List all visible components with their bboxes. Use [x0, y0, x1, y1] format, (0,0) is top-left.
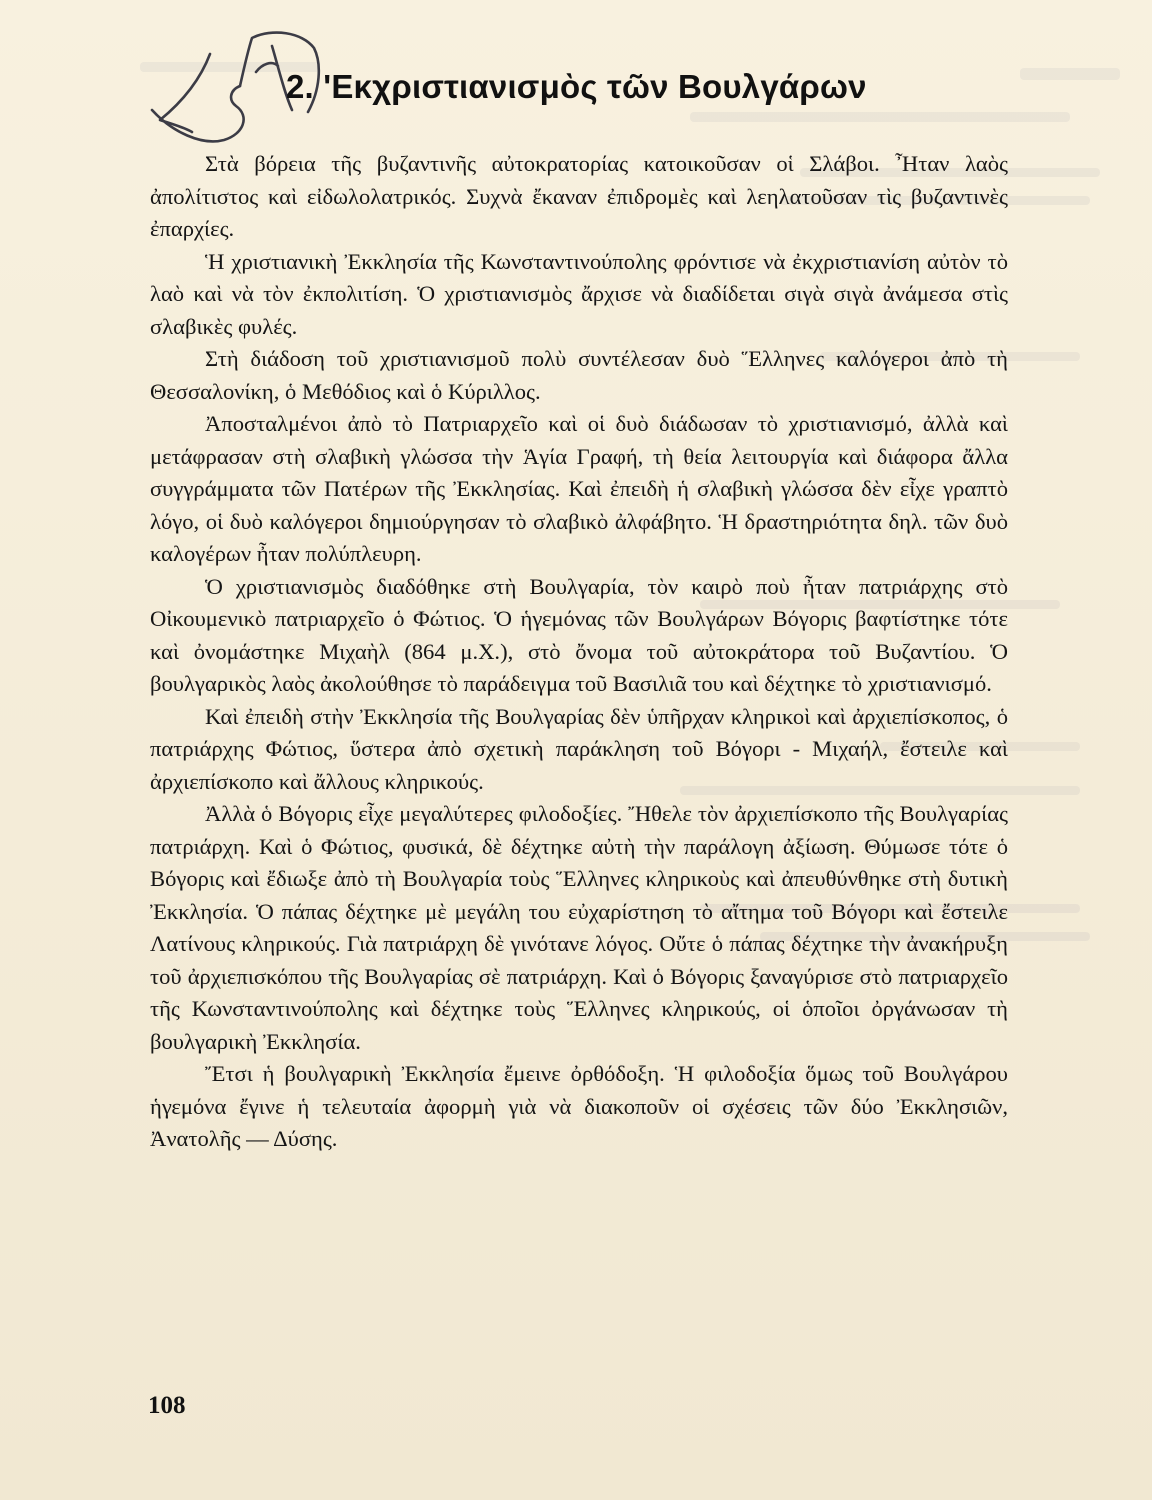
- paragraph: Ἀλλὰ ὁ Βόγορις εἶχε μεγαλύτερες φιλοδοξίες. Ἤθελε τὸν ἀρχιεπίσκοπο τῆς Βουλγαρίας πατριάρχη. Καὶ ὁ Φώτιος, φυσικά, δὲ δέχτηκε αὐτὴ τὴν παράλογη ἀξίωση. Θύμωσε τότε ὁ Βόγορις καὶ ἔδιωξε ἀπὸ τὴ Βουλγαρία τοὺς Ἕλληνες κληρικοὺς καὶ ἀπευθύνθηκε στὴ δυτικὴ Ἐκκλησία. Ὁ πάπας δέχτηκε μὲ μεγάλη του εὐχαρίστηση τὸ αἴτημα τοῦ Βόγορι καὶ ἔστειλε Λατίνους κληρικούς. Γιὰ πατριάρχη δὲ γινότανε λόγος. Οὔτε ὁ πάπας δέχτηκε τὴν ἀνακήρυξη τοῦ ἀρχιεπισκόπου τῆς Βουλγαρίας σὲ πατριάρχη. Καὶ ὁ Βόγορις ξαναγύρισε στὸ πατριαρχεῖο τῆς Κωνσταντινούπολης καὶ δέχτηκε τοὺς Ἕλληνες κληρικούς, οἱ ὁποῖοι ὀργάνωσαν τὴ βουλγαρικὴ Ἐκκλησία.: [150, 801, 1008, 1054]
- paragraph: Ἔτσι ἡ βουλγαρικὴ Ἐκκλησία ἔμεινε ὀρθόδοξη. Ἡ φιλοδοξία ὅμως τοῦ Βουλγάρου ἡγεμόνα ἔγινε ἡ τελευταία ἀφορμὴ γιὰ νὰ διακοποῦν οἱ σχέσεις τῶν δύο Ἐκκλησιῶν, Ἀνατολῆς — Δύσης.: [150, 1061, 1008, 1151]
- page-number: 108: [148, 1392, 186, 1419]
- paragraph: Ὁ χριστιανισμὸς διαδόθηκε στὴ Βουλγαρία, τὸν καιρὸ ποὺ ἦταν πατριάρχης στὸ Οἰκουμενικὸ πατριαρχεῖο ὁ Φώτιος. Ὁ ἡγεμόνας τῶν Βουλγάρων Βόγορις βαφτίστηκε τότε καὶ ὀνομάστηκε Μιχαὴλ (864 μ.Χ.), στὸ ὄνομα τοῦ αὐτοκράτορα τοῦ Βυζαντίου. Ὁ βουλγαρικὸς λαὸς ἀκολούθησε τὸ παράδειγμα τοῦ Βασιλιᾶ του καὶ δέχτηκε τὸ χριστιανισμό.: [150, 573, 1008, 696]
- body-text: [150, 148, 1008, 1156]
- paragraph: Ἡ χριστιανικὴ Ἐκκλησία τῆς Κωνσταντινούπολης φρόντισε νὰ ἐκχριστιανίση αὐτὸν τὸ λαὸ καὶ νὰ τὸν ἐκπολιτίση. Ὁ χριστιανισμὸς ἄρχισε νὰ διαδίδεται σιγὰ σιγὰ ἀνάμεσα στὶς σλαβικὲς φυλές.: [150, 248, 1008, 339]
- paragraph: Ἀποσταλμένοι ἀπὸ τὸ Πατριαρχεῖο καὶ οἱ δυὸ διάδωσαν τὸ χριστιανισμό, ἀλλὰ καὶ μετάφρασαν στὴ σλαβικὴ γλώσσα τὴν Ἁγία Γραφή, τὴ θεία λειτουργία καὶ διάφορα ἄλλα συγγράμματα τῶν Πατέρων τῆς Ἐκκλησίας. Καὶ ἐπειδὴ ἡ σλαβικὴ γλώσσα δὲν εἶχε γραπτὸ λόγο, οἱ δυὸ καλόγεροι δημιούργησαν τὸ σλαβικὸ ἀλφάβητο. Ἡ δραστηριότητα δηλ. τῶν δυὸ καλογέρων ἦταν πολύπλευρη.: [150, 411, 1008, 566]
- paragraph: Στὰ βόρεια τῆς βυζαντινῆς αὐτοκρατορίας κατοικοῦσαν οἱ Σλάβοι. Ἦταν λαὸς ἀπολίτιστος καὶ εἰδωλολατρικός. Συχνὰ ἔκαναν ἐπιδρομὲς καὶ λεηλατοῦσαν τὶς βυζαντινὲς ἐπαρχίες.: [150, 151, 1008, 241]
- chapter-title: 2. 'Εκχριστιανισμὸς τῶν Βουλγάρων: [286, 68, 867, 105]
- paragraph: Στὴ διάδοση τοῦ χριστιανισμοῦ πολὺ συντέλεσαν δυὸ Ἕλληνες καλόγεροι ἀπὸ τὴ Θεσσαλονίκη, ὁ Μεθόδιος καὶ ὁ Κύριλλος.: [150, 346, 1008, 404]
- paragraph: Καὶ ἐπειδὴ στὴν Ἐκκλησία τῆς Βουλγαρίας δὲν ὑπῆρχαν κληρικοὶ καὶ ἀρχιεπίσκοπος, ὁ πατριάρχης Φώτιος, ὕστερα ἀπὸ σχετικὴ παράκληση τοῦ Βόγορι - Μιχαήλ, ἔστειλε καὶ ἀρχιεπίσκοπο καὶ ἄλλους κληρικούς.: [150, 703, 1008, 794]
